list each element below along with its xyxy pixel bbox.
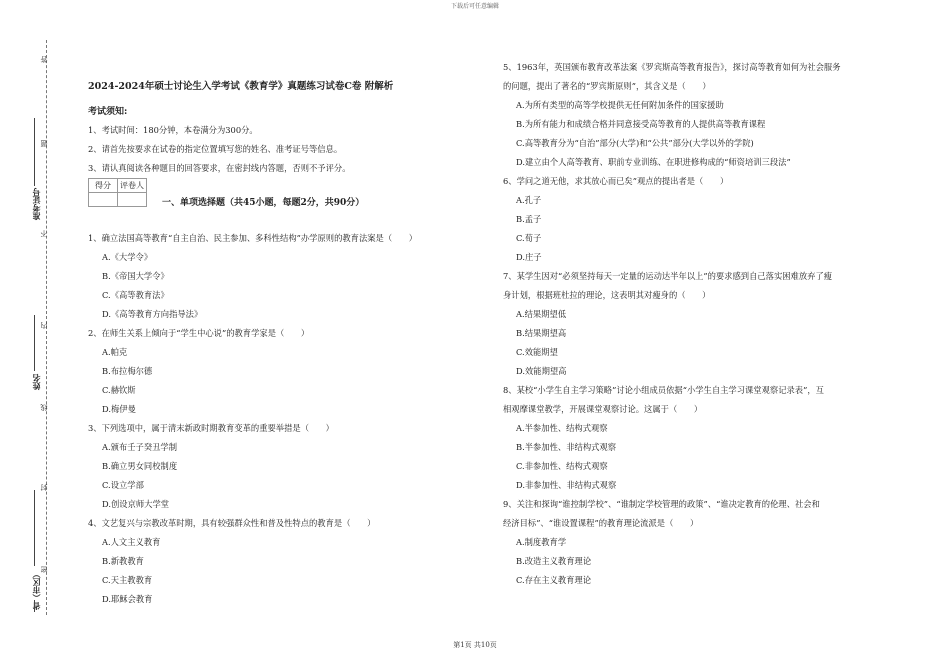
notice-item: 3、请认真阅读各种题目的回答要求，在密封线内答题，否则不予评分。 [88,163,351,173]
question-option[interactable]: D.《高等教育方向指导法》 [102,309,203,319]
question-option[interactable]: D.效能期望高 [516,366,567,376]
question-option[interactable]: A.颁布壬子癸丑学制 [102,442,178,452]
province-label: 省（市区） [31,570,41,610]
exam-id-blank[interactable] [34,118,35,186]
question-stem-cont: 相观摩课堂教学，开展课堂观察讨论。这属于（ ） [503,404,703,414]
score-label: 得分 [89,179,118,193]
question-option[interactable]: C.荀子 [516,233,542,243]
question-stem: 1、确立法国高等教育“自主自治、民主参加、多科性结构”办学原则的教育法案是（ ） [88,233,418,243]
notice-item: 2、请首先按要求在试卷的指定位置填写您的姓名、准考证号等信息。 [88,144,343,154]
question-option[interactable]: D.非参加性、非结构式观察 [516,480,617,490]
seal-char: 密 [40,566,48,573]
question-stem-cont: 的问题，提出了著名的“罗宾斯原则”，其含义是（ ） [503,81,711,91]
grader-cell[interactable] [118,193,147,207]
question-stem: 9、关注和探询“谁控制学校”、“谁制定学校管理的政策”、“谁决定教育的伦理、社会和 [503,499,820,509]
question-option[interactable]: C.《高等教育法》 [102,290,169,300]
seal-char: 不 [40,230,48,237]
question-option[interactable]: D.建立由个人高等教育、职前专业训练、在职进修构成的“师资培训三段法” [516,157,791,167]
question-stem: 3、下列选项中，属于清末新政时期教育变革的重要举措是（ ） [88,423,334,433]
question-option[interactable]: B.布拉梅尔德 [102,366,153,376]
question-option[interactable]: D.庄子 [516,252,542,262]
question-option[interactable]: D.创设京师大学堂 [102,499,170,509]
question-option[interactable]: C.天主教教育 [102,575,153,585]
top-note: 下载后可任意编辑 [450,3,499,10]
question-option[interactable]: C.赫钦斯 [102,385,136,395]
question-stem-cont: 身计划，根据班杜拉的理论，这表明其对瘦身的（ ） [503,290,711,300]
page-footer: 第1页 共10页 [453,641,497,649]
question-stem: 6、学问之道无他，求其放心而已矣”观点的提出者是（ ） [503,176,729,186]
question-option[interactable]: A.《大学令》 [102,252,153,262]
question-option[interactable]: D.耶稣会教育 [102,594,153,604]
seal-char: 题 [40,140,48,147]
question-option[interactable]: A.半参加性、结构式观察 [516,423,608,433]
seal-char: 内 [40,322,48,329]
question-option[interactable]: C.存在主义教育理论 [516,575,592,585]
question-option[interactable]: B.孟子 [516,214,542,224]
question-option[interactable]: B.结果期望高 [516,328,567,338]
score-box [88,178,147,207]
name-label: 姓名 [31,374,41,390]
question-option[interactable]: B.半参加性、非结构式观察 [516,442,617,452]
province-blank-tail[interactable] [34,600,35,612]
question-option[interactable]: A.孔子 [516,195,542,205]
question-option[interactable]: B.《帝国大学令》 [102,271,169,281]
notice-item: 1、考试时间：180分钟，本卷满分为300分。 [88,125,258,135]
notice-heading: 考试须知: [88,107,128,117]
seal-char: 答 [40,56,48,63]
question-stem-cont: 经济目标”、“谁设置课程”的教育理论流派是（ ） [503,518,699,528]
question-stem: 2、在师生关系上倾向于“学生中心说”的教育学家是（ ） [88,328,310,338]
question-option[interactable]: C.非参加性、结构式观察 [516,461,608,471]
question-stem: 4、文艺复兴与宗教改革时期，具有较强群众性和普及性特点的教育是（ ） [88,518,376,528]
score-cell[interactable] [89,193,118,207]
exam-id-label: 准考证号 [31,188,41,220]
question-option[interactable]: C.效能期望 [516,347,558,357]
grader-label: 评卷人 [118,179,147,193]
name-blank[interactable] [34,315,35,371]
question-option[interactable]: D.梅伊曼 [102,404,136,414]
section-title: 一、单项选择题（共45小题，每题2分，共90分） [162,198,365,208]
page-title: 2024-2024年硕士讨论生入学考试《教育学》真题练习试卷C卷 附解析 [88,81,394,92]
question-option[interactable]: C.高等教育分为“自治”部分(大学)和“公共”部分(大学以外的学院) [516,138,754,148]
question-option[interactable]: A.制度教育学 [516,537,567,547]
question-option[interactable]: B.确立男女同校制度 [102,461,178,471]
question-option[interactable]: A.结果期望低 [516,309,567,319]
question-option[interactable]: B.为所有能力和成绩合格并同意接受高等教育的人提供高等教育课程 [516,119,766,129]
seal-char: 封 [40,484,48,491]
question-option[interactable]: A.为所有类型的高等学校提供无任何附加条件的国家援助 [516,100,724,110]
question-option[interactable]: C.设立学部 [102,480,144,490]
question-option[interactable]: A.人文主义教育 [102,537,161,547]
question-stem: 5、1963年，英国颁布教育改革法案《罗宾斯高等教育报告》，探讨高等教育如何为社会服务 [503,62,841,72]
question-option[interactable]: A.帕克 [102,347,128,357]
province-blank[interactable] [34,490,35,566]
question-stem: 8、某校“小学生自主学习策略”讨论小组成员依据“小学生自主学习课堂观察记录表”，互 [503,385,824,395]
seal-char: 线 [40,404,48,411]
question-stem: 7、某学生因对“必须坚持每天一定量的运动达半年以上”的要求感到自己落实困难放弃了瘦 [503,271,833,281]
question-option[interactable]: B.新教教育 [102,556,144,566]
question-option[interactable]: B.改造主义教育理论 [516,556,592,566]
